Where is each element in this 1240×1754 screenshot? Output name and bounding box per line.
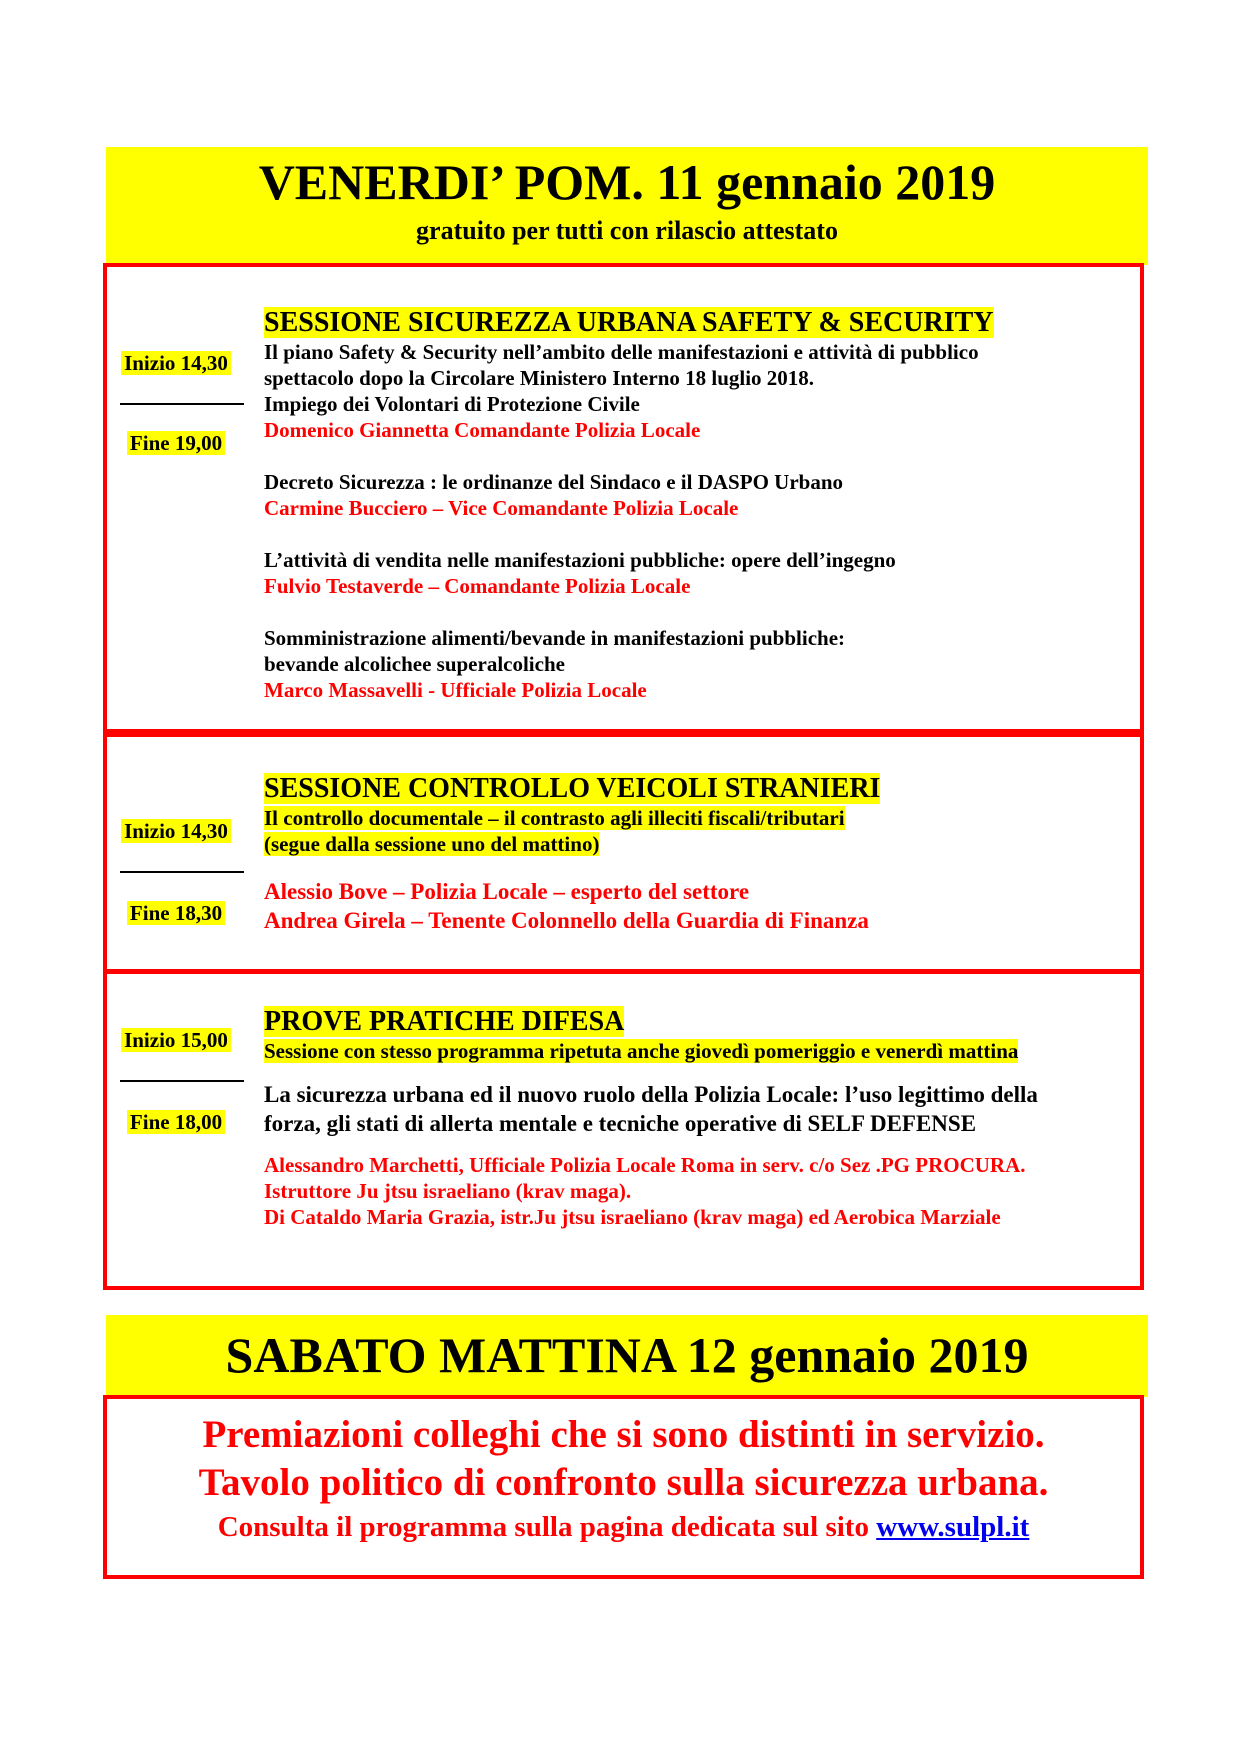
speaker: Istruttore Ju jtsu israeliano (krav maga). [264, 1179, 632, 1203]
consult-line [107, 1509, 1140, 1545]
speaker: Carmine Bucciero – Vice Comandante Polizia Locale [264, 496, 739, 520]
awards-line: Premiazioni colleghi che si sono distinti in servizio. [202, 1413, 1045, 1456]
session-title: SESSIONE CONTROLLO VEICOLI STRANIERI [264, 773, 881, 804]
session-content [264, 773, 1130, 935]
session-foreign-vehicles [103, 733, 1144, 973]
session-content [264, 1006, 1130, 1230]
topic-line: Impiego dei Volontari di Protezione Civile [264, 392, 640, 416]
start-time: Inizio 15,00 [120, 1026, 232, 1054]
end-time: Fine 18,30 [120, 899, 232, 927]
start-time: Inizio 14,30 [120, 817, 232, 845]
saturday-program [103, 1395, 1144, 1579]
friday-subtitle: gratuito per tutti con rilascio attestato [416, 216, 838, 245]
time-divider [120, 871, 244, 873]
session-defense-practice [103, 970, 1144, 1290]
speaker: Marco Massavelli - Ufficiale Polizia Locale [264, 678, 647, 702]
friday-header [106, 147, 1148, 265]
topic-line: L’attività di vendita nelle manifestazioni pubbliche: opere dell’ingegno [264, 548, 896, 572]
topic-line: Il piano Safety & Security nell’ambito delle manifestazioni e attività di pubblico [264, 340, 979, 364]
end-time: Fine 19,00 [120, 429, 232, 457]
speaker: Domenico Giannetta Comandante Polizia Locale [264, 418, 701, 442]
end-time: Fine 18,00 [120, 1108, 232, 1136]
session-subtitle: Sessione con stesso programma ripetuta anche giovedì pomeriggio e venerdì mattina [264, 1039, 1019, 1063]
political-table-line: Tavolo politico di confronto sulla sicurezza urbana. [198, 1461, 1049, 1504]
friday-title: VENERDI’ POM. 11 gennaio 2019 [258, 154, 996, 210]
topic-line: spettacolo dopo la Circolare Ministero Interno 18 luglio 2018. [264, 366, 815, 390]
consult-text: Consulta il programma sulla pagina dedicata sul sito [217, 1511, 877, 1543]
speaker: Andrea Girela – Tenente Colonnello della Guardia di Finanza [264, 908, 869, 933]
topic-line: Somministrazione alimenti/bevande in manifestazioni pubbliche: [264, 626, 846, 650]
topic-line: Decreto Sicurezza : le ordinanze del Sindaco e il DASPO Urbano [264, 470, 843, 494]
start-time: Inizio 14,30 [120, 349, 232, 377]
session-content [264, 307, 1130, 703]
topic-line: forza, gli stati di allerta mentale e tecniche operative di SELF DEFENSE [264, 1111, 977, 1136]
session-title: SESSIONE SICUREZZA URBANA SAFETY & SECURITY [264, 307, 994, 338]
session-subtitle: Il controllo documentale – il contrasto agli illeciti fiscali/tributari [264, 806, 845, 830]
time-divider [120, 403, 244, 405]
topic-line: La sicurezza urbana ed il nuovo ruolo della Polizia Locale: l’uso legittimo della [264, 1082, 1038, 1107]
speaker: Di Cataldo Maria Grazia, istr.Ju jtsu israeliano (krav maga) ed Aerobica Marziale [264, 1205, 1001, 1229]
session-subtitle: (segue dalla sessione uno del mattino) [264, 832, 600, 856]
speaker: Alessandro Marchetti, Ufficiale Polizia Locale Roma in serv. c/o Sez .PG PROCURA. [264, 1153, 1026, 1177]
speaker: Fulvio Testaverde – Comandante Polizia Locale [264, 574, 691, 598]
time-divider [120, 1080, 244, 1082]
topic-line: bevande alcolichee superalcoliche [264, 652, 565, 676]
speaker: Alessio Bove – Polizia Locale – esperto del settore [264, 879, 750, 904]
saturday-header [106, 1315, 1148, 1397]
site-link[interactable]: www.sulpl.it [876, 1511, 1030, 1543]
session-safety-security [103, 263, 1144, 733]
session-title: PROVE PRATICHE DIFESA [264, 1006, 625, 1037]
saturday-title: SABATO MATTINA 12 gennaio 2019 [225, 1327, 1029, 1383]
